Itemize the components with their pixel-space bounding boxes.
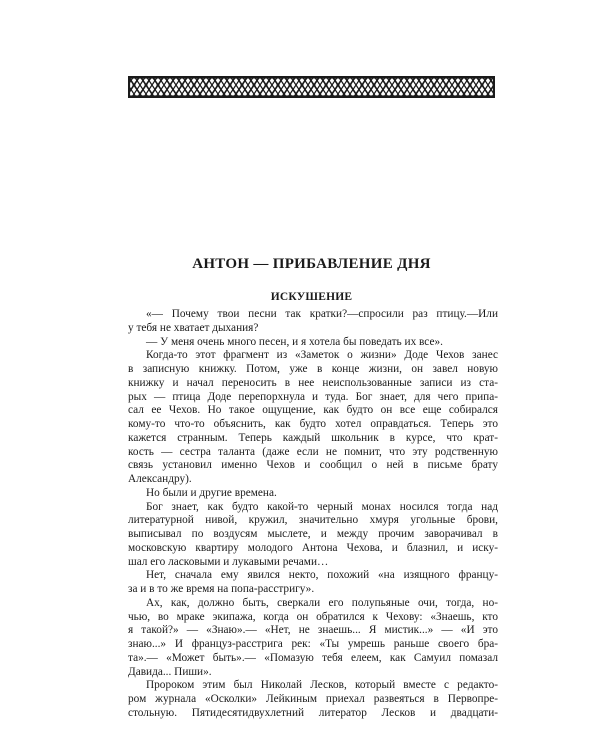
text-line: Пророком этим был Николай Лесков, который вместе с редакто-: [146, 679, 498, 692]
text-line: выписывал по воздусям мыслете, и между прочим заворачивал в: [128, 528, 498, 540]
text-line: я такой?» — «Знаю».— «Нет, не знаешь... Я мистик...» — «И это: [128, 624, 498, 637]
ornament-pattern-icon: [128, 76, 495, 98]
text-line: рых — птица Доде перепорхнула и туда. Бог знает, для чего припа-: [128, 390, 498, 403]
text-line: — У меня очень много песен, и я хотела бы поведать их все».: [146, 335, 443, 348]
text-line: Но были и другие времена.: [146, 486, 277, 499]
text-line: Ах, как, должно быть, сверкали его полупьяные очи, тогда, но-: [146, 596, 498, 609]
text-line: сал ее Чехов. Но такое ощущение, как будто он все еще собирался: [128, 404, 498, 417]
decorative-header-band: [128, 76, 495, 98]
text-line: книжку и начал переносить в нее неиспользованные записи из ста-: [128, 376, 498, 389]
text-line: московскую квартиру молодого Антона Чехова, и блазнил, и иску-: [128, 541, 498, 554]
text-line: в записную книжку. Потом, уже в конце жизни, он завел новую: [128, 363, 498, 375]
text-line: кажется странным. Теперь каждый школьник в курсе, что крат-: [128, 431, 498, 444]
text-line: Давида... Пиши».: [128, 665, 212, 678]
text-line: чью, во мраке экипажа, когда он обратился к Чехову: «Знаешь, кто: [128, 610, 498, 623]
text-line: Бог знает, как будто какой-то черный монах носился тогда над: [146, 500, 498, 513]
chapter-title: АНТОН — ПРИБАВЛЕНИЕ ДНЯ: [192, 256, 431, 272]
section-title: ИСКУШЕНИЕ: [270, 291, 353, 303]
text-line: стольную. Пятидесятидвухлетний литератор Лесков и двадцати-: [128, 706, 498, 719]
text-line: «— Почему твои песни так кратки?—спросили раз птицу.—Или: [146, 308, 498, 320]
text-line: за и в то же время на попа-расстригу».: [128, 583, 315, 595]
text-line: связь установил именно Чехов и сообщил о ней в письме брату: [128, 459, 498, 472]
text-line: Александру).: [128, 473, 192, 485]
text-line: знаю...» И француз-расстрига рек: «Ты умрешь раньше своего бра-: [128, 638, 498, 650]
body-text: [128, 308, 498, 721]
text-line: шал его ласковыми и лукавыми речами…: [128, 555, 329, 568]
text-line: Когда-то этот фрагмент из «Заметок о жизни» Доде Чехов занес: [146, 349, 498, 362]
text-line: Нет, сначала ему явился некто, похожий «на изящного францу-: [146, 569, 498, 582]
text-line: ром журнала «Осколки» Лейкиным приехал развеяться в Первопре-: [128, 693, 498, 705]
text-line: у тебя не хватает дыхания?: [128, 321, 259, 334]
text-line: кому-то что-то объяснить, как будто хотел оправдаться. Теперь это: [128, 418, 498, 430]
text-line: та».— «Может быть».— «Помазую тебя елеем, как Самуил помазал: [128, 651, 498, 664]
text-line: кость — сестра таланта (даже если не помнит, что эту родственную: [128, 445, 498, 458]
text-line: литературной нивой, кружил, значительно хмуря угольные брови,: [128, 514, 498, 527]
